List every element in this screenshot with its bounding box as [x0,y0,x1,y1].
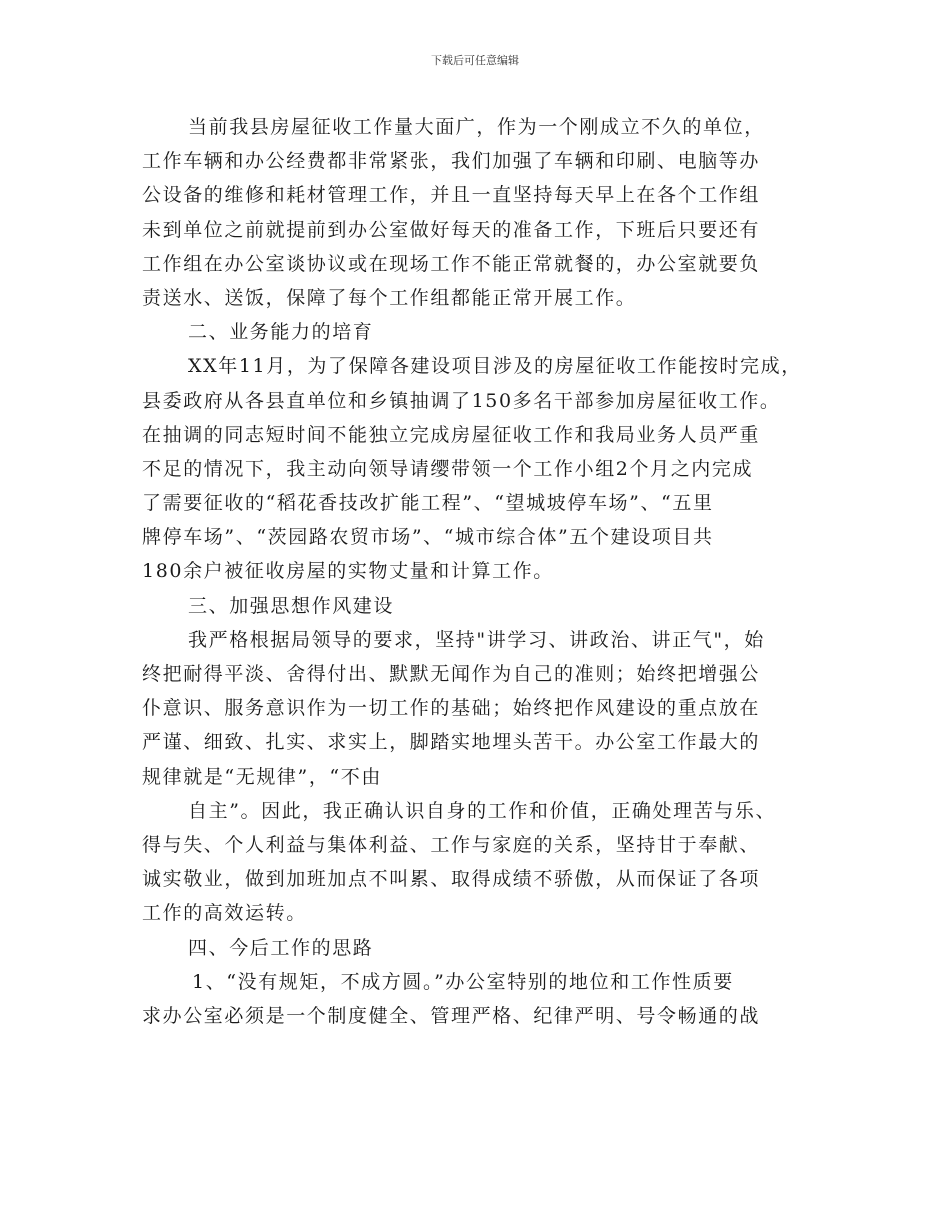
text-line: 1、“没有规矩，不成方圆。”办公室特别的地位和工作性质要 [192,970,734,993]
text-line: 求办公室必须是一个制度健全、管理严格、纪律严明、号令畅通的战 [142,1004,761,1027]
text-line: 严谨、细致、扎实、求实上，脚踏实地埋头苦干。办公室工作最大的 [142,731,761,754]
text-line: 在抽调的同志短时间不能独立完成房屋征收工作和我局业务人员严重 [142,423,761,446]
document-body [142,110,822,1033]
text-line: 得与失、个人利益与集体利益、工作与家庭的关系，坚持甘于奉献、 [142,833,761,856]
text-line: 公设备的维修和耗材管理工作，并且一直坚持每天早上在各个工作组 [142,184,761,207]
text-line: 工作的高效运转。 [142,902,307,925]
section-heading: 四、今后工作的思路 [188,936,374,959]
text-line: 不足的情况下，我主动向领导请缨带领一个工作小组2个月之内完成 [142,457,754,480]
text-line: 诚实敬业，做到加班加点不叫累、取得成绩不骄傲，从而保证了各项 [142,868,761,891]
text-line: 仆意识、服务意识作为一切工作的基础；始终把作风建设的重点放在 [142,697,761,720]
text-line: 当前我县房屋征收工作量大面广，作为一个刚成立不久的单位， [188,116,765,138]
text-line: 自主”。因此，我正确认识自身的工作和价值，正确处理苦与乐、 [188,799,777,822]
text-line: 工作车辆和办公经费都非常紧张，我们加强了车辆和印刷、电脑等办 [142,150,761,173]
text-line: 了需要征收的“稻花香技改扩能工程”、“望城坡停车场”、“五里 [142,492,714,515]
text-line: 责送水、送饭，保障了每个工作组都能正常开展工作。 [142,286,637,309]
section-heading: 二、业务能力的培育 [188,321,374,344]
text-line: 终把耐得平淡、舍得付出、默默无闻作为自己的准则；始终把增强公 [142,663,761,685]
text-line: 我严格根据局领导的要求，坚持"讲学习、讲政治、讲正气"，始 [188,628,765,651]
text-line: 工作组在办公室谈协议或在现场工作不能正常就餐的，办公室就要负 [142,252,761,275]
text-line: 未到单位之前就提前到办公室做好每天的准备工作，下班后只要还有 [142,218,761,241]
text-line: 牌停车场”、“茨园路农贸市场”、“城市综合体”五个建设项目共 [142,526,714,549]
page-header: 下载后可任意编辑 [431,54,519,67]
text-line: 180余户被征收房屋的实物丈量和计算工作。 [142,560,554,583]
text-line: 规律就是“无规律”，“不由 [142,765,382,788]
section-heading: 三、加强思想作风建设 [188,594,395,617]
text-line: 县委政府从各县直单位和乡镇抽调了150多名干部参加房屋征收工作。 [142,389,781,412]
text-line: XX年11月，为了保障各建设项目涉及的房屋征收工作能按时完成， [188,355,802,378]
